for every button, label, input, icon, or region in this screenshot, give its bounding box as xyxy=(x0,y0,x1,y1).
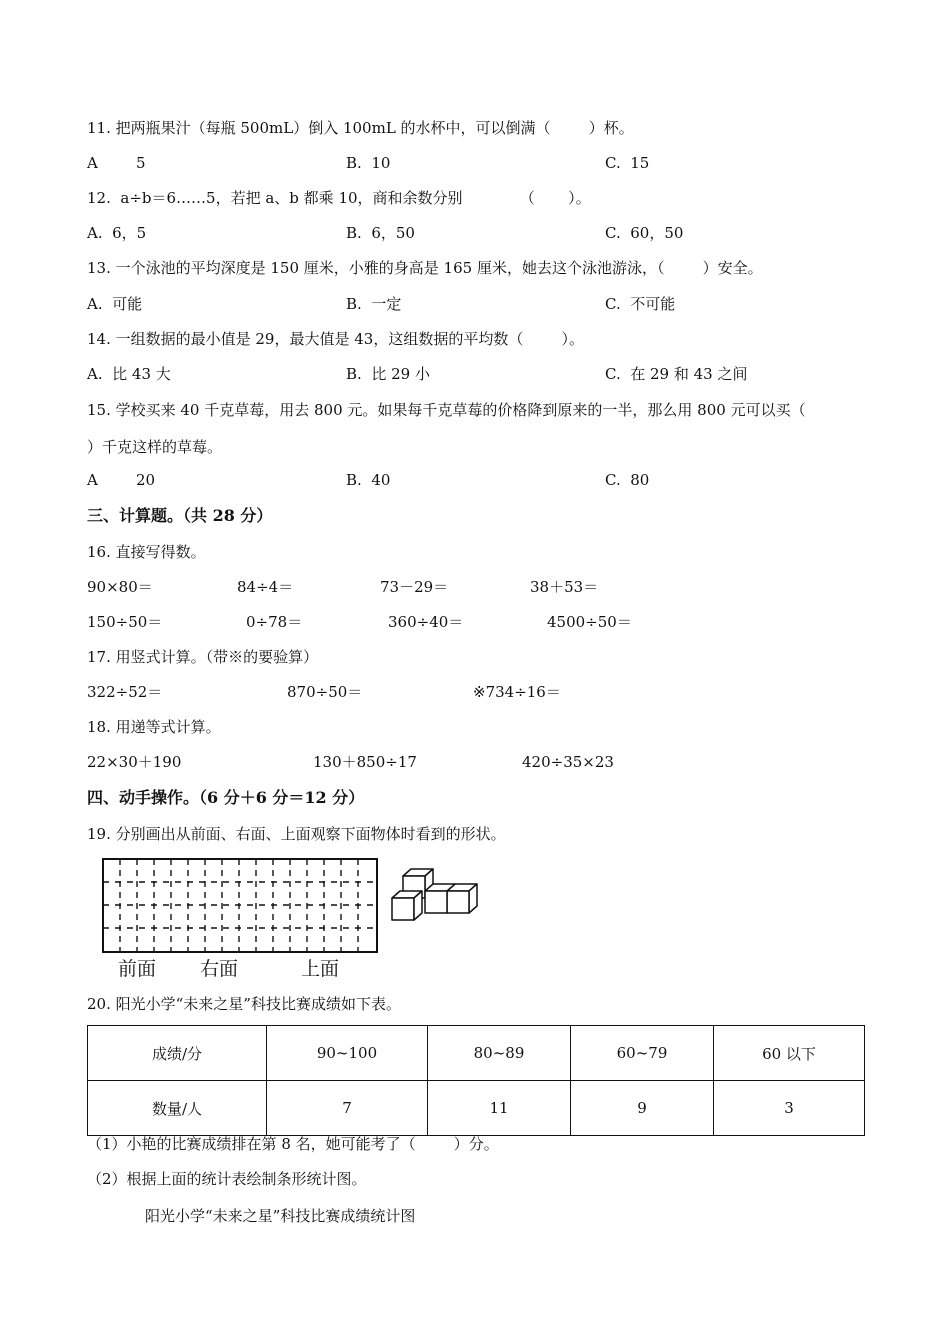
q16-stem: 16. 直接写得数。 xyxy=(87,543,206,561)
q16-item: 73－29＝ xyxy=(380,578,449,596)
q14-option-b[interactable]: B. 比 29 小 xyxy=(346,365,430,383)
q16-item: 90×80＝ xyxy=(87,578,153,596)
q19-stem: 19. 分别画出从前面、右面、上面观察下面物体时看到的形状。 xyxy=(87,825,506,843)
q12-option-a[interactable]: A. 6，5 xyxy=(87,224,147,242)
table-cell: 3 xyxy=(714,1081,865,1136)
q11-option-a[interactable]: A 5 xyxy=(87,154,146,172)
q11-stem: 11. 把两瓶果汁（每瓶 500mL）倒入 100mL 的水杯中，可以倒满（ ）杯。 xyxy=(87,119,634,137)
q18-item: 22×30＋190 xyxy=(87,753,182,771)
table-cell: 9 xyxy=(571,1081,714,1136)
table-cell: 90~100 xyxy=(267,1026,428,1081)
q15-option-c[interactable]: C. 80 xyxy=(605,471,650,489)
q17-stem: 17. 用竖式计算。（带※的要验算） xyxy=(87,648,319,666)
label-right: 右面 xyxy=(200,958,239,980)
q14-stem: 14. 一组数据的最小值是 29，最大值是 43，这组数据的平均数（ ）。 xyxy=(87,330,584,348)
q14-option-c[interactable]: C. 在 29 和 43 之间 xyxy=(605,365,748,383)
q16-item: 0÷78＝ xyxy=(246,613,303,631)
q15-stem-continued: ）千克这样的草莓。 xyxy=(87,438,223,456)
table-cell: 成绩/分 xyxy=(88,1026,267,1081)
q20-sub2: （2）根据上面的统计表绘制条形统计图。 xyxy=(87,1170,367,1188)
table-row xyxy=(88,1081,865,1136)
cube-stack-figure xyxy=(389,864,483,926)
q18-stem: 18. 用递等式计算。 xyxy=(87,718,221,736)
q15-option-a[interactable]: A 20 xyxy=(87,471,156,489)
q16-item: 150÷50＝ xyxy=(87,613,163,631)
drawing-grid[interactable] xyxy=(102,858,380,954)
q20-stem: 20. 阳光小学“未来之星”科技比赛成绩如下表。 xyxy=(87,995,401,1013)
label-front: 前面 xyxy=(118,958,157,980)
q18-item: 130＋850÷17 xyxy=(313,753,417,771)
section-4-title: 四、动手操作。（6 分＋6 分＝12 分） xyxy=(87,788,365,807)
q13-option-b[interactable]: B. 一定 xyxy=(346,295,402,313)
label-top: 上面 xyxy=(301,958,340,980)
table-cell: 7 xyxy=(267,1081,428,1136)
table-cell: 60 以下 xyxy=(714,1026,865,1081)
table-header-row xyxy=(88,1026,865,1081)
q16-item: 84÷4＝ xyxy=(237,578,294,596)
q13-option-c[interactable]: C. 不可能 xyxy=(605,295,676,313)
table-cell: 80~89 xyxy=(428,1026,571,1081)
q18-item: 420÷35×23 xyxy=(522,753,614,771)
q11-option-c[interactable]: C. 15 xyxy=(605,154,650,172)
q11-option-b[interactable]: B. 10 xyxy=(346,154,391,172)
q12-stem: 12. a÷b＝6……5，若把 a、b 都乘 10，商和余数分别 （ ）。 xyxy=(87,189,591,207)
q17-item: 322÷52＝ xyxy=(87,683,163,701)
table-cell: 数量/人 xyxy=(88,1081,267,1136)
table-cell: 60~79 xyxy=(571,1026,714,1081)
q15-stem: 15. 学校买来 40 千克草莓，用去 800 元。如果每千克草莓的价格降到原来的一半，那么用 800 元可以买（ xyxy=(87,401,806,419)
chart-title: 阳光小学“未来之星”科技比赛成绩统计图 xyxy=(145,1207,416,1225)
table-cell: 11 xyxy=(428,1081,571,1136)
q12-option-c[interactable]: C. 60，50 xyxy=(605,224,684,242)
q20-sub1: （1）小艳的比赛成绩排在第 8 名，她可能考了（ ）分。 xyxy=(87,1135,499,1153)
q13-option-a[interactable]: A. 可能 xyxy=(87,295,143,313)
q16-item: 360÷40＝ xyxy=(388,613,464,631)
q17-item: 870÷50＝ xyxy=(287,683,363,701)
q16-item: 38＋53＝ xyxy=(530,578,599,596)
q13-stem: 13. 一个泳池的平均深度是 150 厘米，小雅的身高是 165 厘米，她去这个泳池游泳，（ ）安全。 xyxy=(87,259,763,277)
q16-item: 4500÷50＝ xyxy=(547,613,632,631)
q12-option-b[interactable]: B. 6，50 xyxy=(346,224,415,242)
section-3-title: 三、计算题。（共 28 分） xyxy=(87,506,273,525)
score-table xyxy=(87,1025,865,1136)
q15-option-b[interactable]: B. 40 xyxy=(346,471,391,489)
q14-option-a[interactable]: A. 比 43 大 xyxy=(87,365,171,383)
q17-item: ※734÷16＝ xyxy=(473,683,561,701)
